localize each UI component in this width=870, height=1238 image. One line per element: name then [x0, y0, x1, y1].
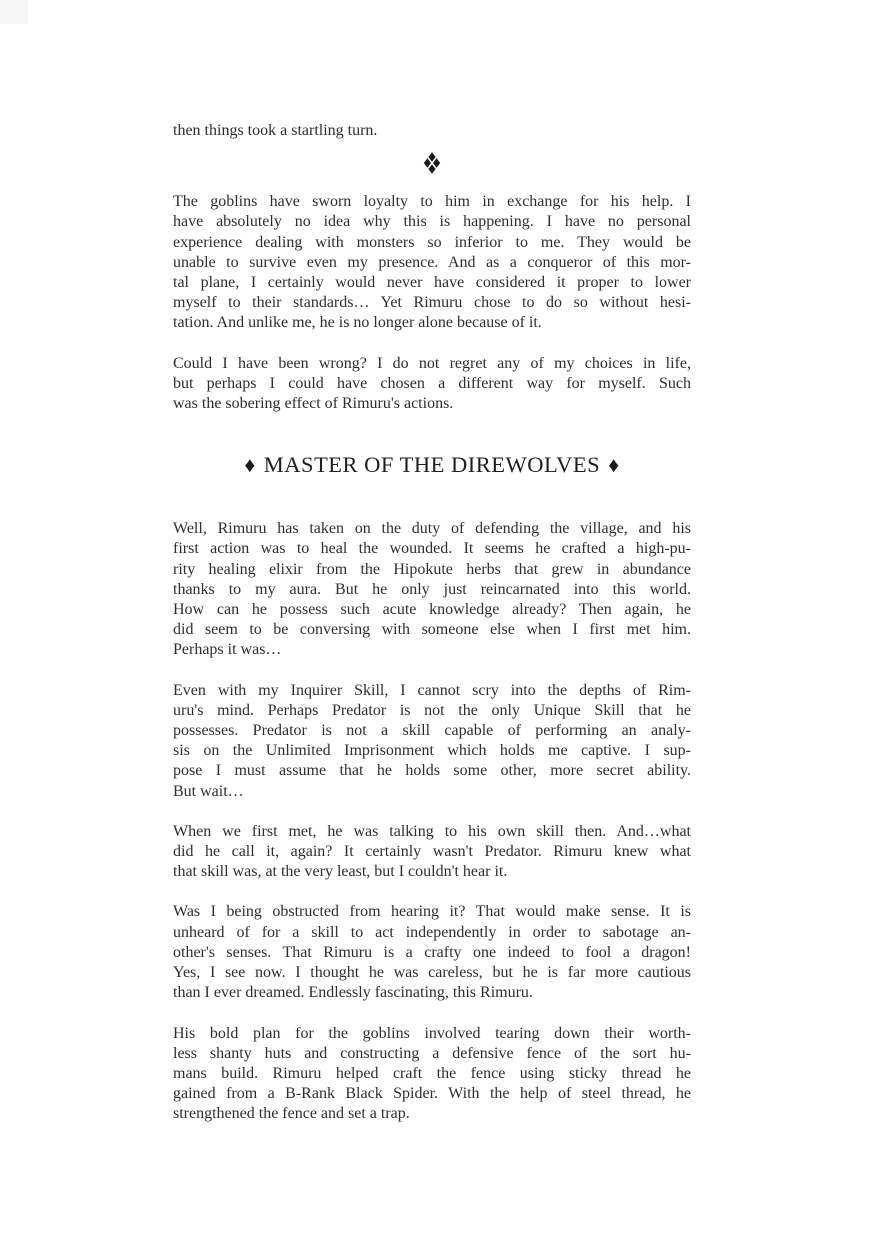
- text-line: pose I must assume that he holds some other, more secret ability.: [173, 762, 691, 780]
- scan-corner-artifact: [0, 0, 28, 24]
- text-line: that skill was, at the very least, but I couldn't hear it.: [173, 863, 508, 881]
- text-line: unheard of for a skill to act independently in order to sabotage an-: [173, 923, 691, 941]
- paragraph: [173, 902, 691, 1003]
- text-line: thanks to my aura. But he only just reincarnated into this world.: [173, 580, 691, 598]
- text-line: rity healing elixir from the Hipokute herbs that grew in abundance: [173, 560, 691, 578]
- text-line: uru's mind. Perhaps Predator is not the only Unique Skill that he: [173, 701, 691, 719]
- diamond-ornament-right-icon: ♦: [608, 453, 620, 478]
- section-heading: [173, 450, 691, 480]
- paragraph: [173, 354, 691, 415]
- text-line: possesses. Predator is not a skill capable of performing an analy-: [173, 722, 691, 740]
- text-line: When we first met, he was talking to his own skill then. And…what: [173, 822, 691, 840]
- text-line: How can he possess such acute knowledge already? Then again, he: [173, 601, 691, 619]
- text-line: but perhaps I could have chosen a different way for myself. Such: [173, 374, 691, 392]
- text-line: Perhaps it was…: [173, 641, 282, 659]
- section-heading-text: MASTER OF THE DIREWOLVES: [263, 452, 601, 478]
- text-column: [173, 121, 691, 1145]
- text-line: myself to their standards… Yet Rimuru chose to do so without hesi-: [173, 294, 691, 312]
- fleuron-icon: [423, 152, 441, 174]
- paragraph: [173, 1024, 691, 1125]
- continuation-line: then things took a startling turn.: [173, 122, 378, 139]
- diamond-ornament-left-icon: ♦: [244, 453, 256, 478]
- text-line: tal plane, I certainly would never have considered it proper to lower: [173, 274, 691, 292]
- text-line: have absolutely no idea why this is happening. I have no personal: [173, 213, 691, 231]
- text-line: His bold plan for the goblins involved tearing down their worth-: [173, 1024, 691, 1042]
- text-line: was the sobering effect of Rimuru's actions.: [173, 395, 454, 413]
- text-line: sis on the Unlimited Imprisonment which holds me captive. I sup-: [173, 742, 691, 760]
- text-line: The goblins have sworn loyalty to him in exchange for his help. I: [173, 193, 691, 211]
- paragraph: [173, 192, 691, 333]
- text-line: less shanty huts and constructing a defensive fence of the sort hu-: [173, 1044, 691, 1062]
- text-line: But wait…: [173, 782, 244, 800]
- text-line: gained from a B-Rank Black Spider. With the help of steel thread, he: [173, 1085, 691, 1103]
- paragraph-group-top: [173, 192, 691, 414]
- text-line: mans build. Rimuru helped craft the fence using sticky thread he: [173, 1064, 691, 1082]
- text-line: first action was to heal the wounded. It seems he crafted a high-pu-: [173, 540, 691, 558]
- text-line: than I ever dreamed. Endlessly fascinating, this Rimuru.: [173, 984, 533, 1002]
- text-line: unable to survive even my presence. And as a conqueror of this mor-: [173, 253, 691, 271]
- text-line: Even with my Inquirer Skill, I cannot scry into the depths of Rim-: [173, 681, 691, 699]
- text-line: Well, Rimuru has taken on the duty of defending the village, and his: [173, 520, 691, 538]
- text-line: strengthened the fence and set a trap.: [173, 1105, 410, 1123]
- text-line: other's senses. That Rimuru is a crafty one indeed to fool a dragon!: [173, 943, 691, 961]
- text-line: did he call it, again? It certainly wasn't Predator. Rimuru knew what: [173, 843, 691, 861]
- text-line: experience dealing with monsters so inferior to me. They would be: [173, 233, 691, 251]
- paragraph: [173, 822, 691, 883]
- paragraph: [173, 519, 691, 660]
- paragraph-group-bottom: [173, 519, 691, 1124]
- text-line: Could I have been wrong? I do not regret any of my choices in life,: [173, 354, 691, 372]
- text-line: Was I being obstructed from hearing it? That would make sense. It is: [173, 903, 691, 921]
- section-break: [173, 152, 691, 174]
- paragraph: [173, 681, 691, 802]
- text-line: Yes, I see now. I thought he was careless, but he is far more cautious: [173, 964, 691, 982]
- text-line: did seem to be conversing with someone else when I first met him.: [173, 621, 691, 639]
- text-line: tation. And unlike me, he is no longer alone because of it.: [173, 314, 542, 332]
